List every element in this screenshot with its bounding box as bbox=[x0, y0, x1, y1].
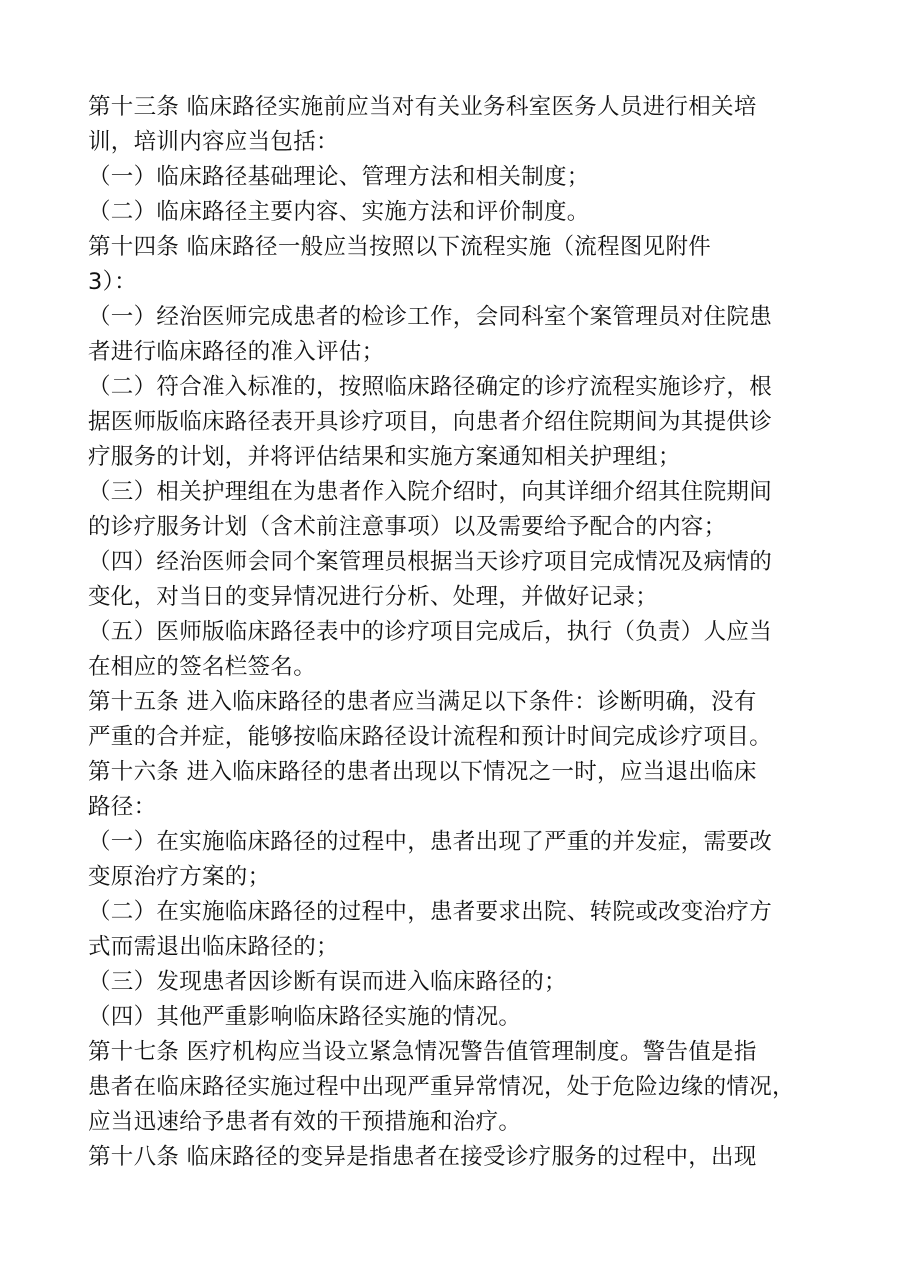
text-line: 者进行临床路径的准入评估； bbox=[88, 339, 385, 365]
text-line: 第十八条 临床路径的变异是指患者在接受诊疗服务的过程中，出现 bbox=[88, 1144, 757, 1170]
text-line: 式而需退出临床路径的； bbox=[88, 934, 339, 960]
text-line: 据医师版临床路径表开具诊疗项目，向患者介绍住院期间为其提供诊 bbox=[88, 409, 773, 435]
text-line: 在相应的签名栏签名。 bbox=[88, 654, 317, 680]
text-line: 变化，对当日的变异情况进行分析、处理，并做好记录； bbox=[88, 584, 659, 610]
document-body bbox=[88, 90, 848, 1175]
text-line: （四）其他严重影响临床路径实施的情况。 bbox=[88, 1004, 522, 1030]
text-line: 应当迅速给予患者有效的干预措施和治疗。 bbox=[88, 1109, 522, 1135]
text-line: （五）医师版临床路径表中的诊疗项目完成后，执行（负责）人应当 bbox=[88, 619, 773, 645]
text-line: 第十六条 进入临床路径的患者出现以下情况之一时，应当退出临床 bbox=[88, 759, 757, 785]
text-line: （一）在实施临床路径的过程中，患者出现了严重的并发症，需要改 bbox=[88, 829, 773, 855]
text-line: 患者在临床路径实施过程中出现严重异常情况，处于危险边缘的情况， bbox=[88, 1074, 795, 1100]
text-line: 疗服务的计划，并将评估结果和实施方案通知相关护理组； bbox=[88, 444, 681, 470]
text-line: （三）发现患者因诊断有误而进入临床路径的； bbox=[88, 969, 567, 995]
text-line: （一）经治医师完成患者的检诊工作，会同科室个案管理员对住院患 bbox=[88, 304, 773, 330]
text-line: 的诊疗服务计划（含术前注意事项）以及需要给予配合的内容； bbox=[88, 514, 727, 540]
text-line: 3）： bbox=[88, 269, 137, 295]
text-line: （二）符合准入标准的，按照临床路径确定的诊疗流程实施诊疗，根 bbox=[88, 374, 773, 400]
text-line: （三）相关护理组在为患者作入院介绍时，向其详细介绍其住院期间 bbox=[88, 479, 773, 505]
text-line: （二）临床路径主要内容、实施方法和评价制度。 bbox=[88, 199, 590, 225]
text-line: （四）经治医师会同个案管理员根据当天诊疗项目完成情况及病情的 bbox=[88, 549, 773, 575]
text-line: 训，培训内容应当包括： bbox=[88, 129, 339, 155]
text-line: 第十四条 临床路径一般应当按照以下流程实施（流程图见附件 bbox=[88, 234, 712, 260]
text-line: 变原治疗方案的； bbox=[88, 864, 271, 890]
text-line: （二）在实施临床路径的过程中，患者要求出院、转院或改变治疗方 bbox=[88, 899, 773, 925]
text-line: 第十五条 进入临床路径的患者应当满足以下条件：诊断明确，没有 bbox=[88, 689, 757, 715]
text-line: 严重的合并症，能够按临床路径设计流程和预计时间完成诊疗项目。 bbox=[88, 724, 773, 750]
text-line: 第十七条 医疗机构应当设立紧急情况警告值管理制度。警告值是指 bbox=[88, 1039, 757, 1065]
text-line: （一）临床路径基础理论、管理方法和相关制度； bbox=[88, 164, 590, 190]
text-line: 路径： bbox=[88, 794, 157, 820]
text-line: 第十三条 临床路径实施前应当对有关业务科室医务人员进行相关培 bbox=[88, 94, 757, 120]
